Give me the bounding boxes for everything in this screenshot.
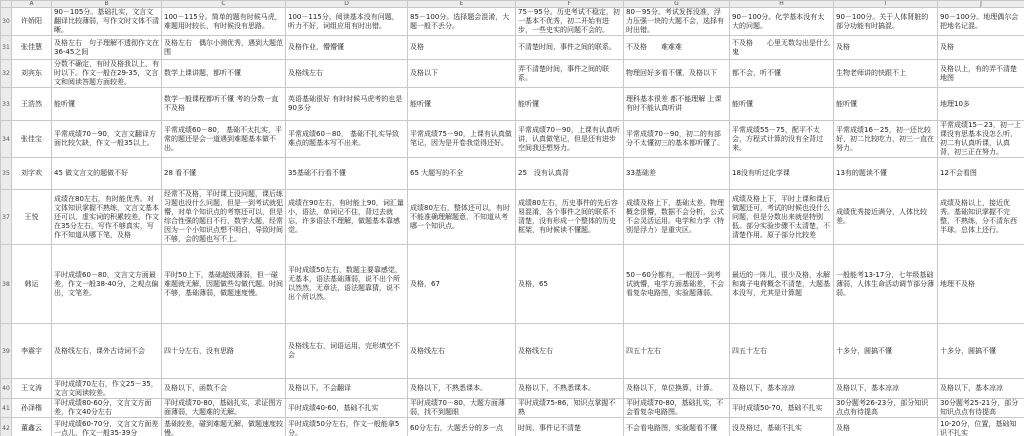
student-name-cell[interactable]: 王悦	[12, 190, 52, 245]
grid-cell[interactable]: 及格线左右	[408, 324, 516, 379]
grid-cell[interactable]: 成绩在90左右，有时能上90，词汇量小，语法，单词记不住，背过去就忘，许多语法不理解，做题基本靠感觉。	[286, 190, 408, 245]
student-name-cell[interactable]: 刘宾东	[12, 60, 52, 88]
grid-cell[interactable]: 平常成绩60－80， 基础不太扎实，平常的题还是会一道遇到难题基本做不出。	[162, 121, 286, 158]
grid-cell[interactable]: 平时成绩60-70分，文言文方面差一点儿，作文一般35-39分	[52, 418, 162, 436]
grid-cell[interactable]: 成绩在80左右，有时能优秀。对文体知识掌握不熟练，文言文基本还可以，虚实词的积累较差，作文在35分左右，写作不够真实，写作不知道从哪下笔，及格	[52, 190, 162, 245]
grid-cell[interactable]: 能听懂	[834, 88, 938, 121]
grid-cell[interactable]: 平常成绩15－23，初一上课没有思基本没怎么听，初二有认真听课，认真背，初三正在努力。	[938, 121, 1024, 158]
grid-cell[interactable]: 及格	[408, 36, 516, 60]
grid-cell[interactable]: 及格线左右	[516, 324, 624, 379]
grid-cell[interactable]: 平时成绩60－80，文言文方面最差，作文一般38-40分，之观点偏出，文笔差。	[52, 245, 162, 324]
table-row	[1, 158, 1024, 190]
grid-cell[interactable]: 不清楚时间，事件之间的联系。	[516, 36, 624, 60]
table-row	[1, 36, 1024, 60]
grid-cell[interactable]: 平时成绩70－80，大题方面薄弱，找不到题眼	[408, 399, 516, 418]
grid-cell[interactable]: 不及格 心里无数勾出是什么鬼	[730, 36, 834, 60]
grid-cell[interactable]: 及格以下，基本凉凉	[834, 379, 938, 399]
grid-cell[interactable]: 十多分，圆搞不懂	[834, 324, 938, 379]
grid-cell[interactable]: 33基础差	[624, 158, 730, 190]
column-header[interactable]: C	[162, 1, 286, 8]
student-name-cell[interactable]: 王浩然	[12, 88, 52, 121]
column-header[interactable]: I	[834, 1, 938, 8]
grid-cell[interactable]: 能听懂	[408, 88, 516, 121]
grid-cell[interactable]: 成绩优秀接近满分，人体比较差。	[834, 190, 938, 245]
grid-cell[interactable]: 四十分左右，没有思路	[162, 324, 286, 379]
grid-cell[interactable]: 60分左右，大题丢分的多一点	[408, 418, 516, 436]
grid-cell[interactable]: 四五十左右	[624, 324, 730, 379]
grid-cell[interactable]: 10-20分，位置，基础知识不扎实	[938, 418, 1024, 436]
grid-cell[interactable]: 平时成绩70-80，基础扎实，求证图方面薄弱，大题难的无解。	[162, 399, 286, 418]
grid-cell[interactable]: 80－95分。考试发挥没准，浮力压强一块的大题不会，选择有时出错。	[624, 8, 730, 36]
grid-cell[interactable]: 时间，事件记不清楚	[516, 418, 624, 436]
grid-cell[interactable]: 及格	[834, 36, 938, 60]
grid-cell[interactable]: 平常成绩75－90，上课有认真做笔记，因为是开卷我觉得还好。	[408, 121, 516, 158]
grid-cell[interactable]: 成绩及格上下，平时上课和课后做题还可，考试的时候也没什么问题，但是分数出来就是特别低。部分实验步骤不太清楚，不清楚作用。原子部分比较差	[730, 190, 834, 245]
grid-cell[interactable]: 13有的题读不懂	[834, 158, 938, 190]
grid-cell[interactable]: 及格线左右，词语运用、完形填空不会	[286, 324, 408, 379]
student-name-cell[interactable]: 许娇阳	[12, 8, 52, 36]
grid-cell[interactable]: 分数不确定，有时及格我以上，有时以下。作文一般在29-35，文言文和阅读答题方面较差。	[52, 60, 162, 88]
grid-cell[interactable]: 没及格过，基础不扎实	[730, 418, 834, 436]
grid-cell[interactable]: 及格以下，单位换算，计算。	[624, 379, 730, 399]
grid-cell[interactable]: 数学上课讲题，都听不懂	[162, 60, 286, 88]
table-row	[1, 60, 1024, 88]
row-header[interactable]: 42	[1, 418, 12, 436]
grid-cell[interactable]: 及格	[938, 36, 1024, 60]
row-header[interactable]: 31	[1, 36, 12, 60]
grid-cell[interactable]: 平时成绩80-60分，文言文方面差，作文40分左右	[52, 399, 162, 418]
student-name-cell[interactable]: 孙泽楷	[12, 399, 52, 418]
grid-cell[interactable]: 及格以下，不会翻译	[286, 379, 408, 399]
grid-cell[interactable]: 65 大题写的不全	[408, 158, 516, 190]
grid-cell[interactable]: 平时成绩75-86，知识点掌握不熟	[516, 399, 624, 418]
table-row	[1, 190, 1024, 245]
grid-cell[interactable]: 12不会看图	[938, 158, 1024, 190]
table-row	[1, 418, 1024, 436]
grid-cell[interactable]: 平常成绩55－75，配平不太会，方程式计算的没有全背过来。	[730, 121, 834, 158]
column-header[interactable]: G	[624, 1, 730, 8]
table-row	[1, 379, 1024, 399]
column-header[interactable]: D	[286, 1, 408, 8]
grid-cell[interactable]: 及格以上，有的弄不清楚地图	[938, 60, 1024, 88]
grid-cell[interactable]: 及格左右 偶尔小测优秀，遇到大题范围	[162, 36, 286, 60]
grid-cell[interactable]: 平常成绩16－25，初一还比较好，初二比较吃力，初三一直在努力。	[834, 121, 938, 158]
grid-cell[interactable]: 及格以下，基本凉凉	[730, 379, 834, 399]
table-row	[1, 88, 1024, 121]
column-header[interactable]: H	[730, 1, 834, 8]
grid-cell[interactable]: 成绩及格以上，接近优秀。基础知识掌握不完整，不熟练，分不清东西半球。总体上还行。	[938, 190, 1024, 245]
grid-cell[interactable]: 经常不及格，平时课上没问题，课后练习题也没什么问题，但是一到考试就犯懵，对单个知识点的考察还可以，但是综合性强的题目不行，数学大题，经常因为一个小知识点想不明白，导致时间不够，会的题也写不上。	[162, 190, 286, 245]
grid-cell[interactable]: 平时成绩50分左右，作文一般能拿5分。	[286, 418, 408, 436]
student-name-cell[interactable]: 王文涛	[12, 379, 52, 399]
grid-cell[interactable]: 及格以下，不熟悉课本。	[516, 379, 624, 399]
row-header[interactable]: 35	[1, 158, 12, 190]
grid-cell[interactable]: 能听懂	[52, 88, 162, 121]
grid-cell[interactable]: 90－100分。关于人体肾脏的部分功能有时搞混。	[834, 8, 938, 36]
grid-cell[interactable]: 45 做文言文的题做不好	[52, 158, 162, 190]
grid-cell[interactable]: 90－100分。地理偶尔会把地名记混。	[938, 8, 1024, 36]
grid-cell[interactable]: 50－60分都有，一般因一到考试就懵，电学方面基础差，不会看复杂电路图，实验题薄弱。	[624, 245, 730, 324]
grid-cell[interactable]: 不会看电路图，实验题看不懂	[624, 418, 730, 436]
table-row	[1, 8, 1024, 36]
grid-cell[interactable]: 30分题考25-21分，部分知识点点有待提高	[938, 399, 1024, 418]
table-row	[1, 245, 1024, 324]
column-header[interactable]: J	[938, 1, 1024, 8]
grid-cell[interactable]: 及格以下，函数不会	[162, 379, 286, 399]
grid-cell[interactable]: 不及格 难难难	[624, 36, 730, 60]
student-name-cell[interactable]: 张佳宝	[12, 121, 52, 158]
grid-cell[interactable]: 物理回好多看不懂，及格以下	[624, 60, 730, 88]
grid-cell[interactable]: 及格	[834, 418, 938, 436]
column-header[interactable]: B	[52, 1, 162, 8]
column-header[interactable]: E	[408, 1, 516, 8]
column-header[interactable]: F	[516, 1, 624, 8]
grid-cell[interactable]: 100－115分。阅读基本没有问题，听力不好，词组应用有时出错。	[286, 8, 408, 36]
grid-cell[interactable]: 数学一般课程都听不懂 考的分数一直不及格	[162, 88, 286, 121]
grid-cell[interactable]: 平时50上下，基础超级薄弱，但一碰难题就无解，因题做些勾做代题。时间不够，基础薄弱，做题速度慢。	[162, 245, 286, 324]
row-header[interactable]: 32	[1, 60, 12, 88]
grid-cell[interactable]: 90－105分。基础扎实，文言文翻译比较薄弱，写作文时文体不清晰。	[52, 8, 162, 36]
grid-cell[interactable]: 能听懂	[730, 88, 834, 121]
grid-cell[interactable]: 十多分，圆搞不懂	[938, 324, 1024, 379]
table-row	[1, 399, 1024, 418]
student-name-cell[interactable]: 韩运	[12, 245, 52, 324]
table-row	[1, 324, 1024, 379]
grid-cell[interactable]: 85－100分。选择题会混淆，大题一般不丢分。	[408, 8, 516, 36]
row-header[interactable]: 33	[1, 88, 12, 121]
row-header[interactable]: 30	[1, 8, 12, 36]
grid-cell[interactable]: 弄不清楚时间，事件之间的联系。	[516, 60, 624, 88]
table-row	[1, 121, 1024, 158]
grid-cell[interactable]: 成绩80左右，整体还可以，有时不能准确理解题意，不知道从考哪一个知识点。	[408, 190, 516, 245]
grid-cell[interactable]: 及格线左右	[286, 60, 408, 88]
grid-cell[interactable]: 平常成绩70－90，上课有认真听讲，认真做笔记，但是还有进步空间我还想努力。	[516, 121, 624, 158]
grid-cell[interactable]: 18没有听过化学课	[730, 158, 834, 190]
grid-cell[interactable]: 平时成绩70-80，基础扎实，不会看复杂电路图。	[624, 399, 730, 418]
grid-cell[interactable]: 基础较差，碰到难题无解，做题速度较慢。	[162, 418, 286, 436]
grid-cell[interactable]: 25 没有认真背	[516, 158, 624, 190]
grid-cell[interactable]: 地理不及格	[938, 245, 1024, 324]
grid-cell[interactable]: 100－115分。简单的题有时候马虎，难题用时较长，有时候没有思路。	[162, 8, 286, 36]
grid-cell[interactable]: 及格左右 句子理解不透彻作文在36-45之间	[52, 36, 162, 60]
grid-cell[interactable]: 平时成绩70左右，作文25－35，文言文阅读较差。	[52, 379, 162, 399]
row-header[interactable]: 34	[1, 121, 12, 158]
grid-cell[interactable]: 及格以下，基本凉凉	[938, 379, 1024, 399]
row-header[interactable]: 41	[1, 399, 12, 418]
grid-cell[interactable]: 地理10多	[938, 88, 1024, 121]
grid-cell[interactable]: 理科基本很差 都不能理解 上课有时不能认真听讲	[624, 88, 730, 121]
grid-cell[interactable]: 及格以下，不熟悉课本。	[408, 379, 516, 399]
grid-cell[interactable]: 平时成绩50-70，基础不扎实	[730, 399, 834, 418]
grid-cell[interactable]: 英语基础很好 有时时候马虎考的也是90多分	[286, 88, 408, 121]
grid-cell[interactable]: 一般能考13-17分，七年级基础薄弱，人体生命活动调节部分薄弱。	[834, 245, 938, 324]
row-header[interactable]: 39	[1, 324, 12, 379]
grid-cell[interactable]: 能听懂	[516, 88, 624, 121]
grid-cell[interactable]: 及格作业，懵懵懂	[286, 36, 408, 60]
student-name-cell[interactable]: 李震宇	[12, 324, 52, 379]
grid-cell[interactable]: 平常成绩70－90，文言文翻译方面比较欠缺，作文一般35以上。	[52, 121, 162, 158]
grid-cell[interactable]: 最近的一阵儿，很少及格，水解和离子电荷概念不清楚，大题基本没写，尤其是计算题	[730, 245, 834, 324]
select-all-corner[interactable]	[1, 1, 12, 8]
column-header[interactable]: A	[12, 1, 52, 8]
grid-cell[interactable]: 都不会，听不懂	[730, 60, 834, 88]
grid-cell[interactable]: 及格以下	[408, 60, 516, 88]
student-name-cell[interactable]: 董鑫云	[12, 418, 52, 436]
grid-cell[interactable]: 75－95分。历史考试不稳定，初一基本不优秀，初二开始有进步，一些史实的问题不会的。	[516, 8, 624, 36]
grid-cell[interactable]: 平常成绩70－90，初二的有部分不太懂初三的基本都听懂了。	[624, 121, 730, 158]
row-header[interactable]: 37	[1, 190, 12, 245]
grid-cell[interactable]: 30分题考26-23分，部分知识点点有待提高	[834, 399, 938, 418]
grid-cell[interactable]: 平时成绩50左右，数题主要靠感觉，无基本，语法基础薄弱，说不出个所以然然，无章法，语法题靠猜，说不出个所以然。	[286, 245, 408, 324]
grid-cell[interactable]: 成绩及格上下，基础太差，物理概念很懵，数据不会分析，公式不会灵活运用。电学和力学（特别是浮力）是重灾区。	[624, 190, 730, 245]
grid-cell[interactable]: 28 看不懂	[162, 158, 286, 190]
row-header[interactable]: 40	[1, 379, 12, 399]
grid-cell[interactable]: 四五十左右	[730, 324, 834, 379]
grid-cell[interactable]: 及格线左右，课外古诗词不会	[52, 324, 162, 379]
grid-cell[interactable]: 35基础不行看不懂	[286, 158, 408, 190]
student-name-cell[interactable]: 刘字欢	[12, 158, 52, 190]
grid-cell[interactable]: 平时成绩40-60，基础不扎实	[286, 399, 408, 418]
grid-cell[interactable]: 及格，67	[408, 245, 516, 324]
grid-cell[interactable]: 平常成绩60－80， 基础不扎实导致难点的题基本写不出来。	[286, 121, 408, 158]
grid-cell[interactable]: 生物老师讲的快跟不上	[834, 60, 938, 88]
row-header[interactable]: 38	[1, 245, 12, 324]
grid-cell[interactable]: 90－100分。化学基本没有太大的问题。	[730, 8, 834, 36]
grid-cell[interactable]: 成绩80左右，历史事件的先后容易混淆，各个事件之间的联系不清楚，没有形成一个整体的历史框架，有时候读不懂题。	[516, 190, 624, 245]
student-name-cell[interactable]: 张佳慧	[12, 36, 52, 60]
column-header-row	[1, 1, 1024, 8]
grid-cell[interactable]: 及格，65	[516, 245, 624, 324]
